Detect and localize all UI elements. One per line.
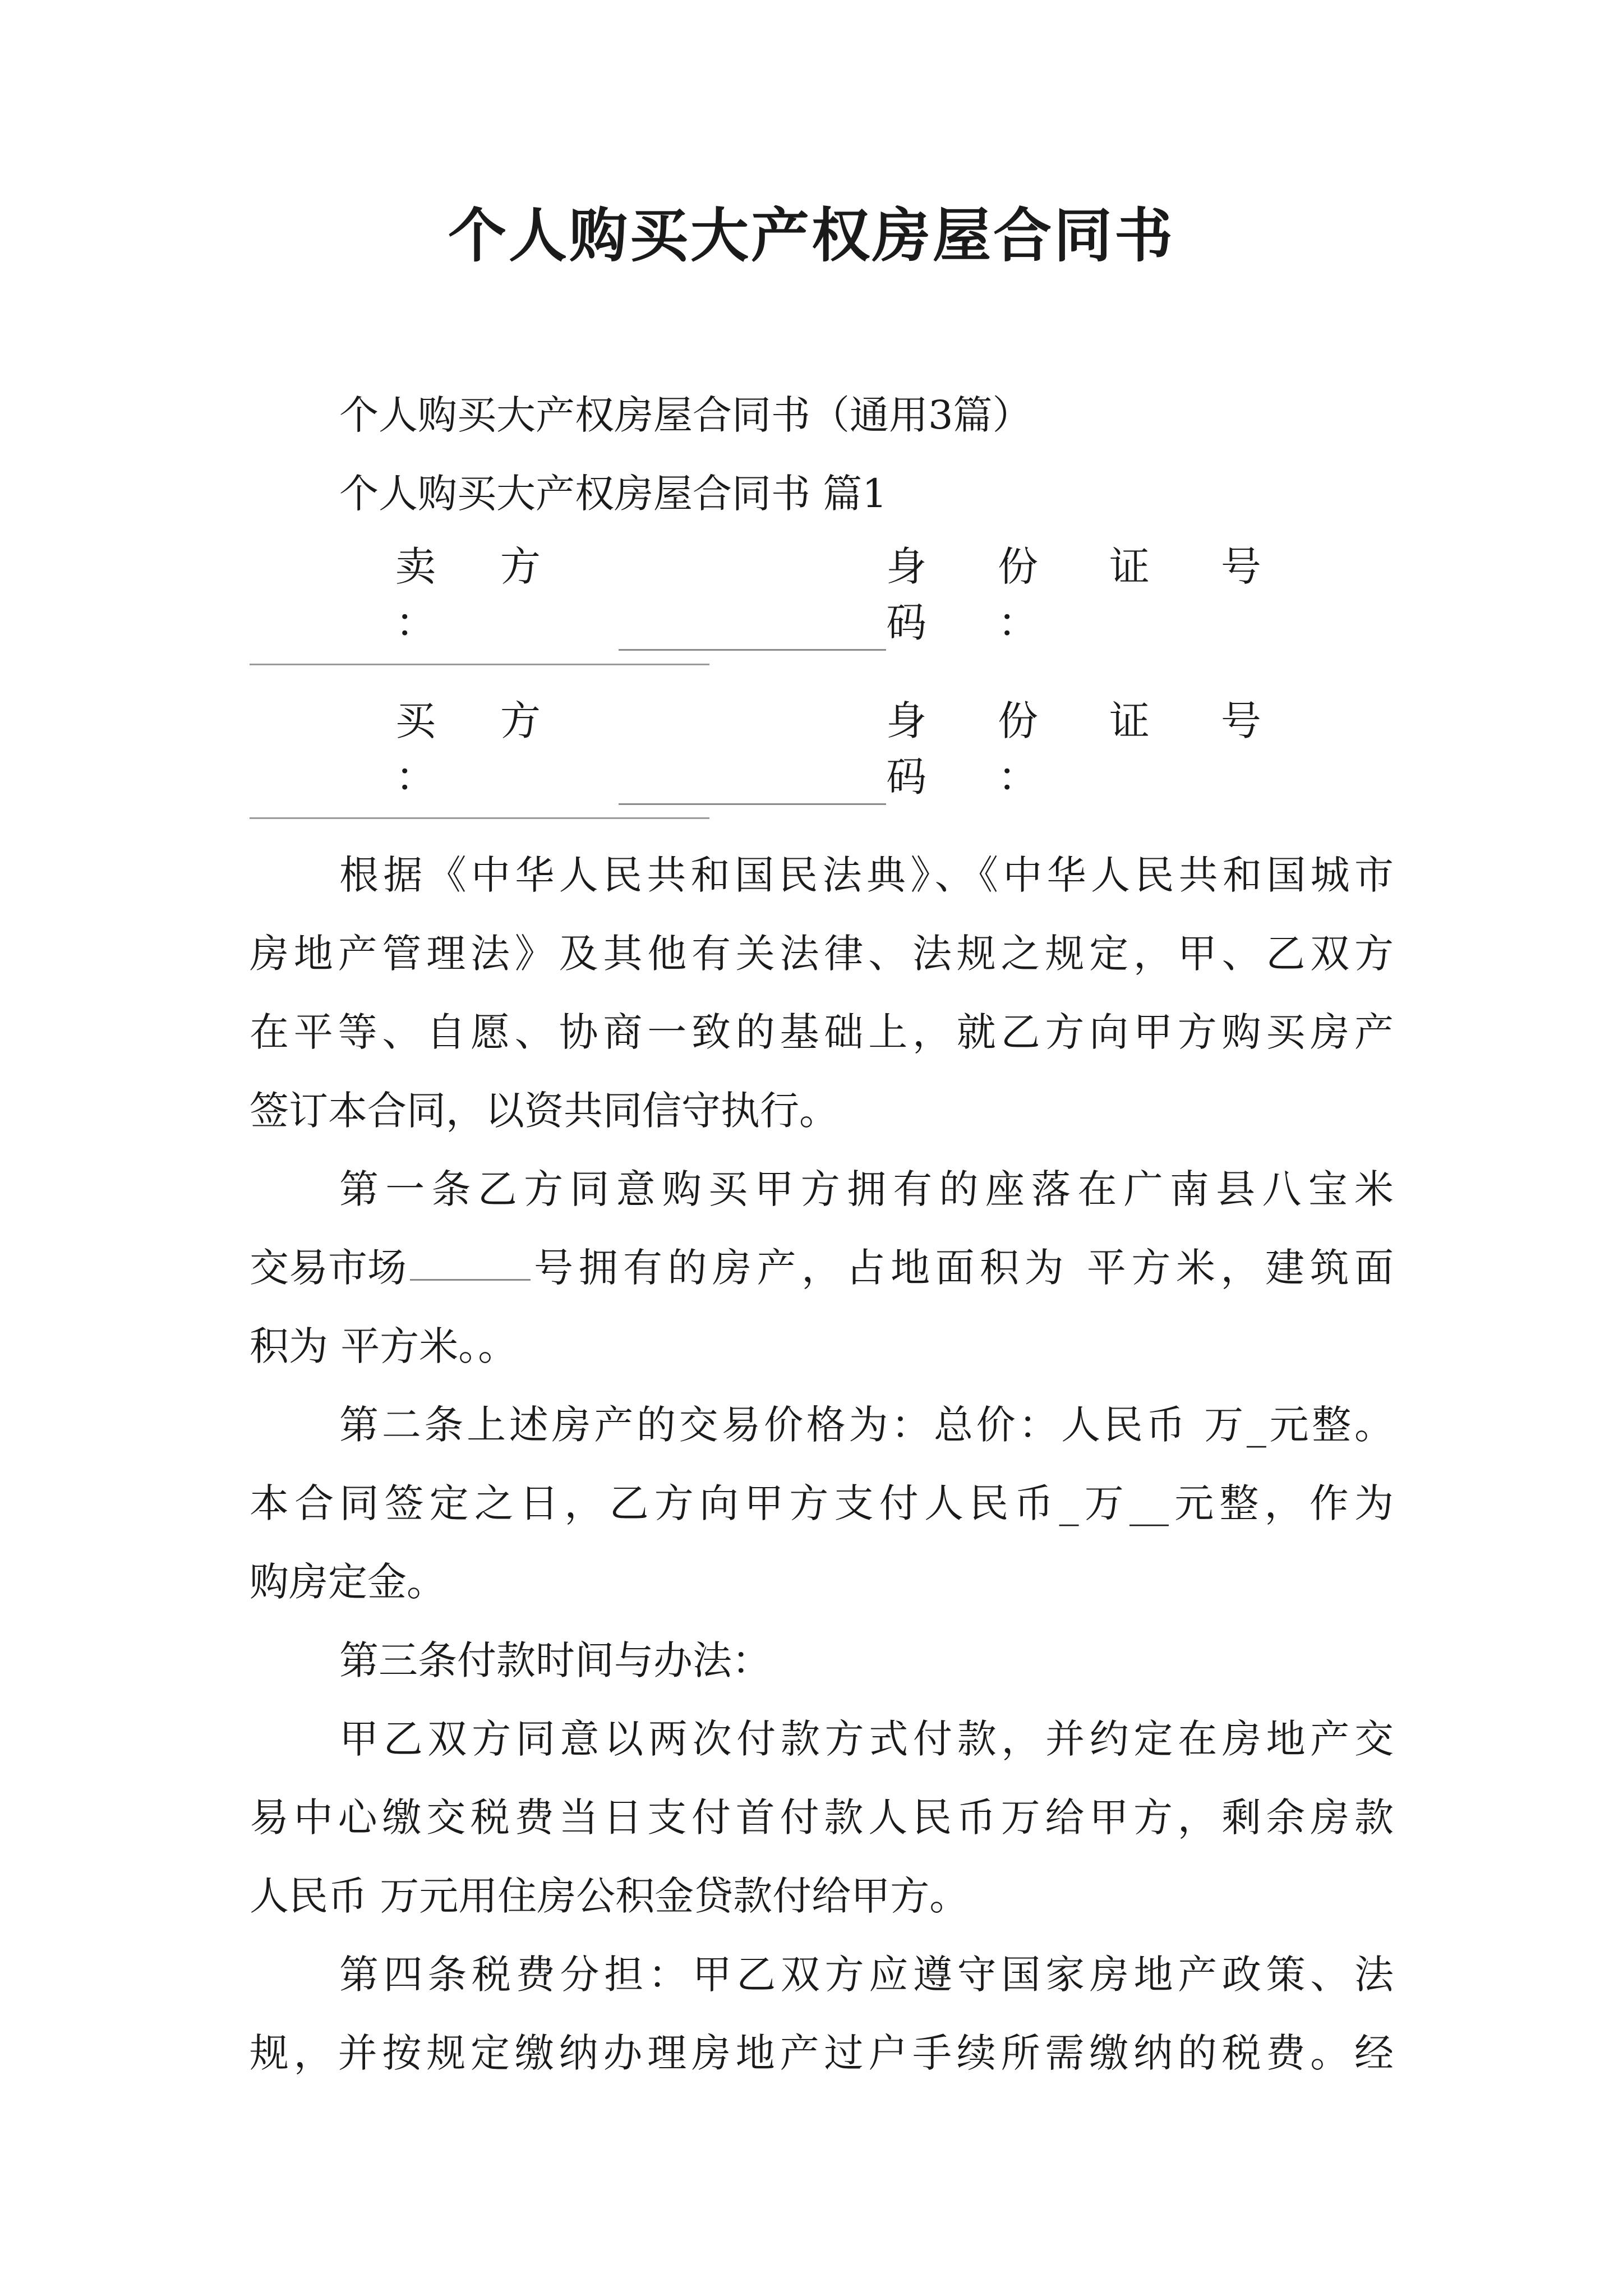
- paragraph-line: 第一条乙方同意购买甲方拥有的座落在广南县八宝米: [339, 1166, 1394, 1212]
- paragraph-line: 人民币 万元用住房公积金贷款付给甲方。: [250, 1873, 969, 1919]
- buyer-id-label: 身 份 证 号 码 ：: [886, 697, 1290, 800]
- section-heading: 个人购买大产权房屋合同书 篇1: [339, 471, 887, 517]
- paragraph-line: 第四条税费分担：甲乙双方应遵守国家房地产政策、法: [339, 1952, 1394, 1998]
- paragraph-fragment: 号拥有的房产，占地面积为 平方米，建筑面: [534, 1245, 1394, 1291]
- paragraph-line: 在平等、自愿、协商一致的基础上，就乙方向甲方购买房产: [250, 1009, 1394, 1055]
- paragraph-line: 甲乙双方同意以两次付款方式付款，并约定在房地产交: [339, 1716, 1394, 1762]
- buyer-row: [395, 693, 1394, 805]
- paragraph-line: 第二条上述房产的交易价格为：总价：人民币 万_元整。: [339, 1402, 1394, 1448]
- paragraph-line: 根据《中华人民共和国民法典》、《中华人民共和国城市: [339, 852, 1394, 898]
- paragraph-line: 规，并按规定缴纳办理房地产过户手续所需缴纳的税费。经: [250, 2030, 1394, 2076]
- seller-row: [395, 539, 1394, 651]
- paragraph-fragment: 交易市场: [250, 1245, 407, 1291]
- paragraph-line: 第三条付款时间与办法：: [339, 1637, 771, 1683]
- buyer-label: 买 方 ：: [395, 697, 566, 800]
- paragraph-line: 购房定金。: [250, 1559, 446, 1605]
- paragraph-line: 积为 平方米。。: [250, 1323, 518, 1369]
- seller-id-label: 身 份 证 号 码 ：: [886, 543, 1290, 646]
- document-subtitle: 个人购买大产权房屋合同书（通用3篇）: [339, 392, 1032, 438]
- buyer-name-blank: [619, 764, 886, 805]
- seller-id-blank: [250, 664, 709, 665]
- seller-name-blank: [619, 610, 886, 651]
- seller-label: 卖 方 ：: [395, 543, 566, 646]
- buyer-id-blank: [250, 817, 709, 819]
- paragraph-line: 本合同签定之日，乙方向甲方支付人民币_万__元整，作为: [250, 1480, 1394, 1526]
- paragraph-line: 房地产管理法》及其他有关法律、法规之规定，甲、乙双方: [250, 931, 1394, 977]
- house-number-blank: [410, 1240, 531, 1281]
- document-title: 个人购买大产权房屋合同书: [448, 201, 1175, 270]
- paragraph-line: 签订本合同，以资共同信守执行。: [250, 1088, 838, 1134]
- paragraph-line: 易中心缴交税费当日支付首付款人民币万给甲方，剩余房款: [250, 1795, 1394, 1841]
- paragraph-line-composite: [250, 1240, 1394, 1296]
